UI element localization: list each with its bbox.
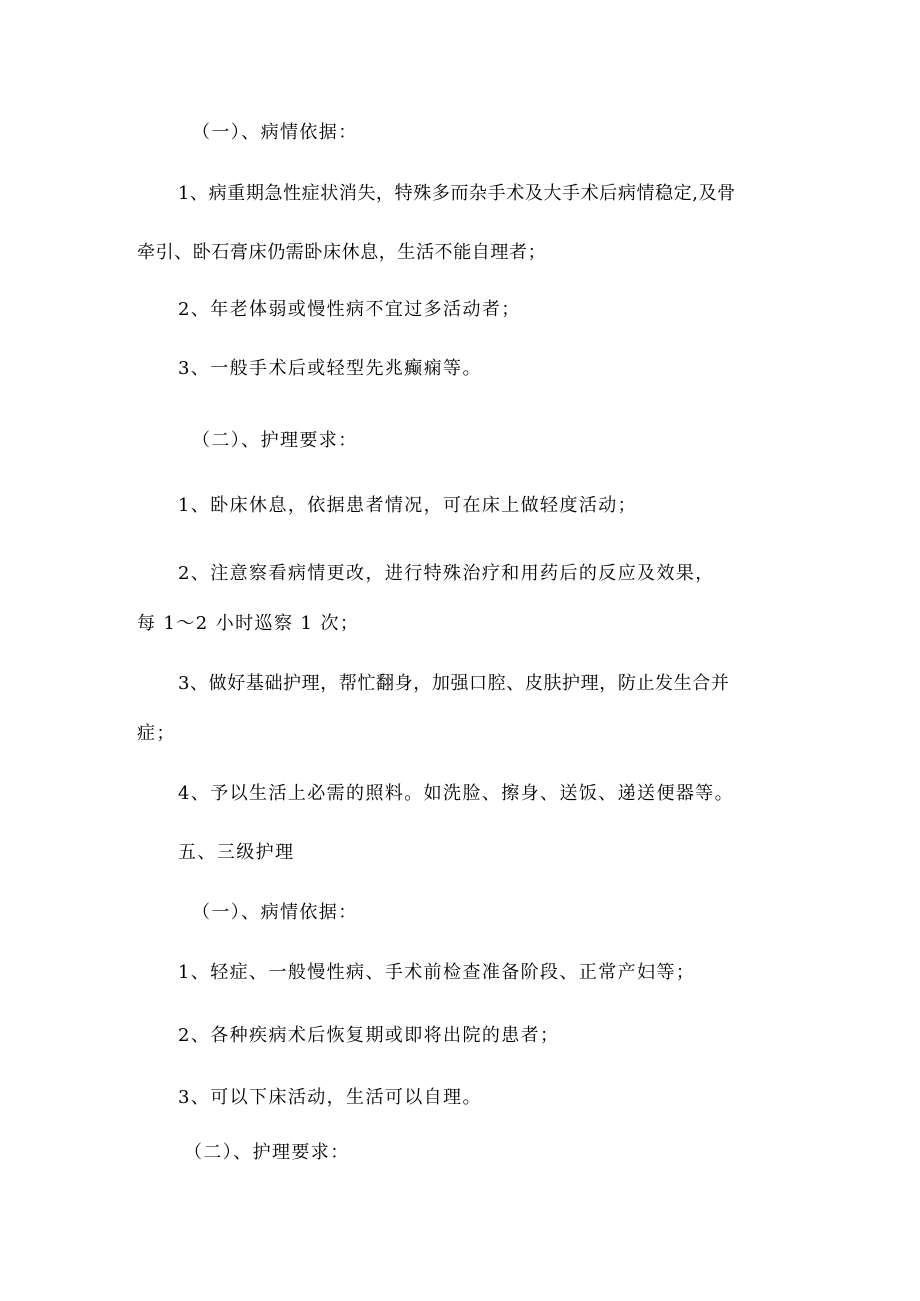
paragraph-item-1-line-2: 牵引、卧石膏床仍需卧床休息，生活不能自理者； bbox=[137, 242, 547, 263]
paragraph-item-2: 2、年老体弱或慢性病不宜过多活动者； bbox=[178, 299, 521, 320]
paragraph-item-3: 3、一般手术后或轻型先兆癫痫等。 bbox=[178, 358, 482, 379]
paragraph-care-item-2-line-1: 2、注意察看病情更改，进行特殊治疗和用药后的反应及效果， bbox=[178, 563, 715, 584]
paragraph-level3-item-3: 3、可以下床活动，生活可以自理。 bbox=[178, 1087, 482, 1108]
paragraph-care-item-3-line-2: 症； bbox=[137, 723, 176, 744]
subheading-condition-basis-2: （一）、病情依据： bbox=[192, 902, 358, 923]
subheading-care-requirements-2: （二）、护理要求： bbox=[184, 1142, 350, 1163]
subheading-care-requirements: （二）、护理要求： bbox=[192, 430, 358, 451]
paragraph-care-item-3-line-1: 3、做好基础护理，帮忙翻身，加强口腔、皮肤护理，防止发生合并 bbox=[178, 673, 730, 694]
subheading-condition-basis: （一）、病情依据： bbox=[192, 122, 358, 143]
paragraph-item-1-line-1: 1、病重期急性症状消失，特殊多而杂手术及大手术后病情稳定,及骨 bbox=[178, 183, 736, 204]
paragraph-level3-item-1: 1、轻症、一般慢性病、手术前检查准备阶段、正常产妇等； bbox=[178, 962, 696, 983]
paragraph-care-item-2-line-2: 每 1～2 小时巡察 1 次； bbox=[137, 613, 360, 634]
paragraph-level3-item-2: 2、各种疾病术后恢复期或即将出院的患者； bbox=[178, 1025, 560, 1046]
paragraph-care-item-4: 4、予以生活上必需的照料。如洗脸、擦身、送饭、递送便器等。 bbox=[178, 783, 735, 804]
paragraph-care-item-1: 1、卧床休息，依据患者情况，可在床上做轻度活动； bbox=[178, 495, 638, 516]
section-heading-level-3-care: 五、三级护理 bbox=[178, 842, 295, 863]
